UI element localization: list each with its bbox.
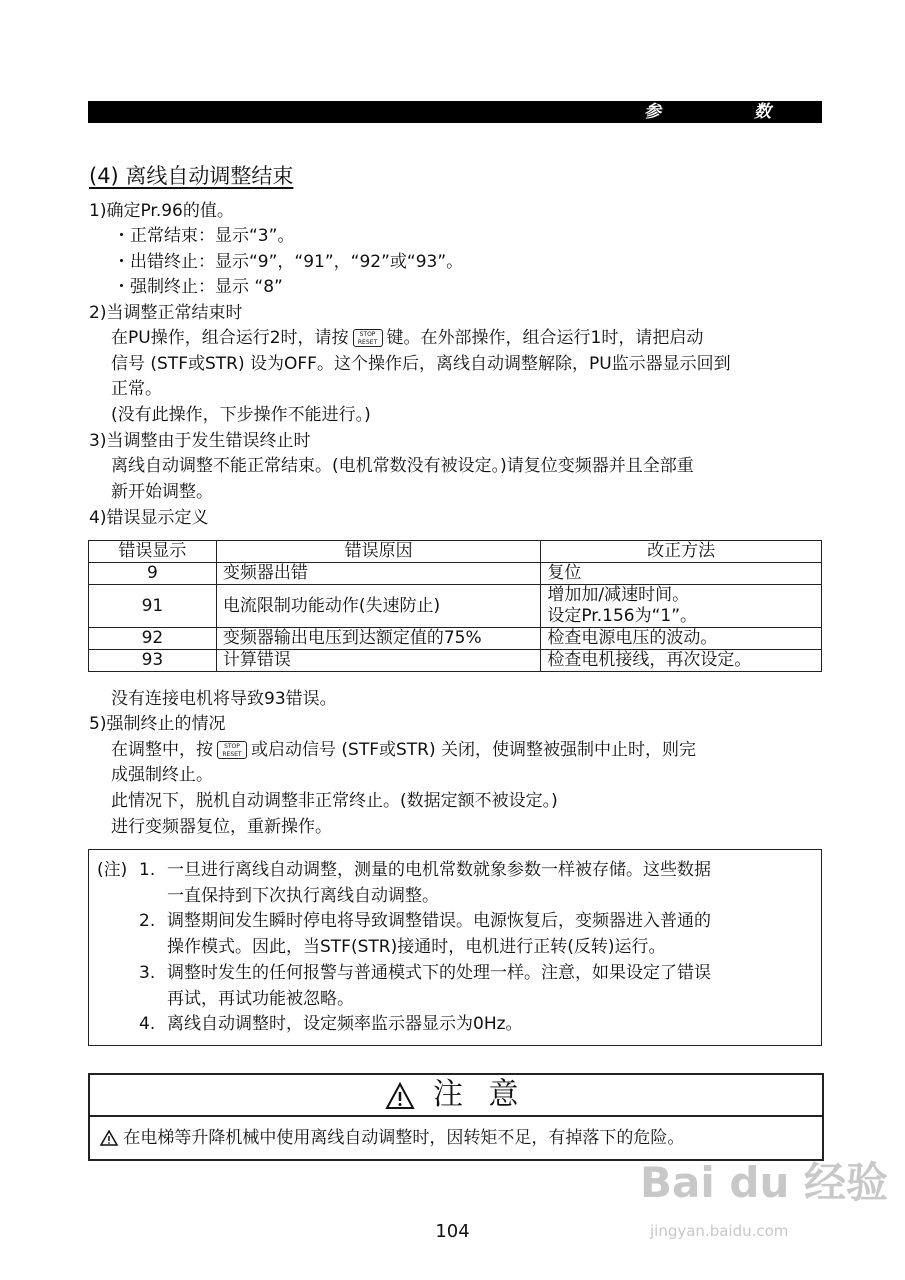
table-footnote: 没有连接电机将导致93错误。 [111, 689, 337, 709]
note-number: 4. [139, 1014, 156, 1034]
step5-line2: 成强制终止。 [111, 765, 213, 785]
warning-triangle-icon [385, 1082, 415, 1110]
warning-triangle-icon [100, 1130, 118, 1146]
table-header: 错误显示 [89, 541, 217, 563]
header-right-char: 数 [754, 102, 771, 122]
note-line: 一旦进行离线自动调整，测量的电机常数就象参数一样被存储。这些数据 [167, 860, 711, 880]
table-row [89, 585, 822, 628]
notes-box [88, 849, 822, 1046]
step5-line1-pre: 在调整中，按 [111, 740, 213, 760]
note-number: 1. [139, 860, 156, 880]
table-header: 错误原因 [216, 541, 541, 563]
step3-line1: 离线自动调整不能正常结束。(电机常数没有被设定。)请复位变频器并且全部重 [111, 456, 694, 476]
caution-text-row [100, 1127, 684, 1149]
error-code: 9 [89, 563, 217, 585]
note-line: 调整期间发生瞬时停电将导致调整错误。电源恢复后，变频器进入普通的 [167, 911, 711, 931]
step5-heading: 5)强制终止的情况 [89, 714, 226, 734]
stop-reset-key-icon [217, 741, 247, 759]
step2-heading: 2)当调整正常结束时 [89, 303, 243, 323]
step1-item: ・出错终止：显示“9”，“91”，“92”或“93”。 [113, 252, 464, 272]
error-fix [541, 585, 822, 628]
step4-heading: 4)错误显示定义 [89, 508, 209, 528]
section-title: (4) 离线自动调整结束 [89, 164, 294, 188]
step2-line3: 正常。 [111, 379, 162, 399]
step1-item: ・正常结束：显示“3”。 [113, 226, 295, 246]
note-number: 3. [139, 963, 156, 983]
page-number: 104 [435, 1221, 470, 1242]
header-left-char: 参 [644, 102, 661, 122]
error-fix: 检查电机接线，再次设定。 [541, 650, 822, 672]
error-cause: 变频器出错 [216, 563, 541, 585]
step5-line3: 此情况下，脱机自动调整非正常终止。(数据定额不被设定。) [111, 791, 558, 811]
error-code: 92 [89, 628, 217, 650]
table-row [89, 563, 822, 585]
step5-line1 [111, 739, 696, 761]
step2-line1 [111, 327, 703, 349]
note-line: 再试，再试功能被忽略。 [167, 989, 354, 1009]
step2-line2: 信号 (STF或STR) 设为OFF。这个操作后，离线自动调整解除，PU监示器显示回到 [111, 354, 731, 374]
key-top-label: STOP [224, 743, 240, 750]
step1-item: ・强制终止：显示 “8” [113, 277, 283, 297]
notes-label: (注) [97, 860, 128, 880]
caution-text: 在电梯等升降机械中使用离线自动调整时，因转矩不足，有掉落下的危险。 [123, 1128, 685, 1148]
table-row [89, 650, 822, 672]
caution-title: 注 意 [433, 1077, 527, 1112]
note-line: 离线自动调整时，设定频率监示器显示为0Hz。 [167, 1014, 523, 1034]
error-cause: 计算错误 [216, 650, 541, 672]
error-fix-line: 设定Pr.156为“1”。 [547, 606, 698, 626]
table-row [89, 628, 822, 650]
note-line: 一直保持到下次执行离线自动调整。 [167, 886, 439, 906]
key-bottom-label: RESET [357, 339, 378, 346]
baidu-watermark-url: jingyan.baidu.com [650, 1222, 789, 1240]
error-fix-line: 增加加/减速时间。 [547, 585, 690, 605]
step2-line1-post: 键。在外部操作，组合运行1时，请把启动 [386, 328, 704, 348]
key-top-label: STOP [359, 331, 376, 338]
step5-line1-post: 或启动信号 (STF或STR) 关闭，使调整被强制中止时，则完 [251, 740, 697, 760]
header-bar [88, 101, 822, 123]
step1-heading: 1)确定Pr.96的值。 [89, 201, 234, 221]
step3-line2: 新开始调整。 [111, 482, 213, 502]
error-code: 91 [89, 585, 217, 628]
error-fix: 复位 [541, 563, 822, 585]
stop-reset-key-icon [353, 329, 383, 347]
key-bottom-label: RESET [222, 751, 242, 758]
baidu-watermark-logo: Bai du 经验 [640, 1158, 888, 1207]
step2-line1-pre: 在PU操作，组合运行2时，请按 [111, 328, 349, 348]
table-header: 改正方法 [541, 541, 822, 563]
error-code: 93 [89, 650, 217, 672]
step3-heading: 3)当调整由于发生错误终止时 [89, 431, 311, 451]
step2-line4: (没有此操作，下步操作不能进行。) [111, 405, 371, 425]
note-line: 调整时发生的任何报警与普通模式下的处理一样。注意，如果设定了错误 [167, 963, 711, 983]
step5-line4: 进行变频器复位，重新操作。 [111, 817, 332, 837]
error-cause: 变频器输出电压到达额定值的75% [216, 628, 541, 650]
error-cause: 电流限制功能动作(失速防止) [216, 585, 541, 628]
error-fix: 检查电源电压的波动。 [541, 628, 822, 650]
caution-title-row [90, 1075, 822, 1117]
error-table [88, 540, 822, 672]
note-line: 操作模式。因此，当STF(STR)接通时，电机进行正转(反转)运行。 [167, 937, 666, 957]
table-header-row [89, 541, 822, 563]
caution-box [88, 1073, 824, 1161]
note-number: 2. [139, 911, 156, 931]
